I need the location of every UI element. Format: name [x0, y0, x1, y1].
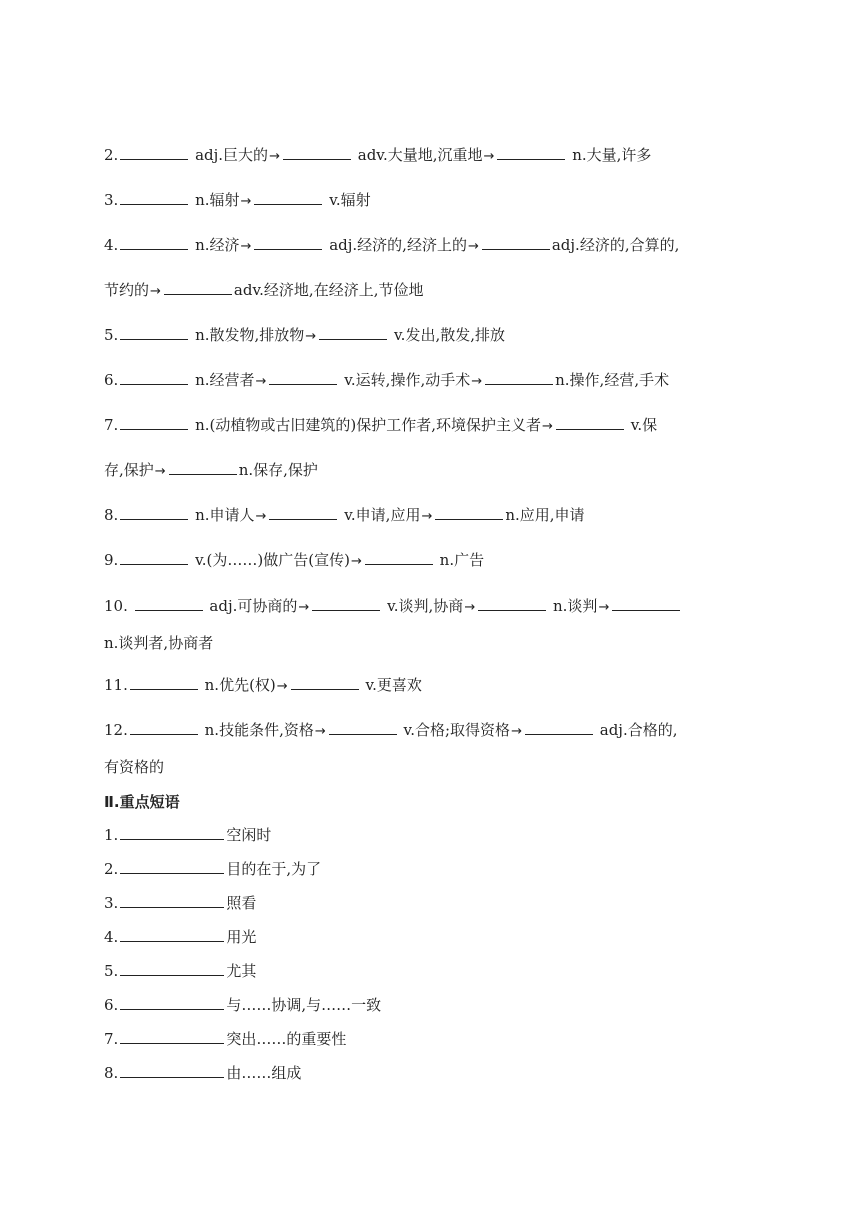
arrow-icon: → — [350, 554, 362, 569]
definition: adv.经济地,在经济上,节俭地 — [233, 281, 424, 299]
item-number: 6. — [104, 996, 119, 1014]
phrase-meaning: 尤其 — [226, 962, 257, 980]
arrow-icon: → — [255, 509, 267, 524]
answer-blank[interactable] — [169, 460, 237, 475]
definition: adj.经济的,合算的, — [551, 236, 680, 254]
arrow-icon: → — [314, 724, 326, 739]
definition: n.广告 — [439, 551, 485, 569]
item-number: 5. — [104, 962, 119, 980]
item-number: 7. — [104, 416, 119, 434]
answer-blank[interactable] — [319, 325, 387, 340]
item-number: 4. — [104, 236, 119, 254]
definition: v.保 — [630, 416, 658, 434]
vocab-line-11 — [104, 675, 764, 697]
definition: v.运转,操作,动手术 — [344, 371, 471, 389]
definition: v.(为……)做广告(宣传) — [195, 551, 350, 569]
answer-blank[interactable] — [329, 720, 397, 735]
definition: adj.经济的,经济上的 — [329, 236, 467, 254]
answer-blank[interactable] — [269, 370, 337, 385]
definition: n.谈判 — [553, 597, 598, 615]
definition: adj.可协商的 — [209, 597, 298, 615]
phrase-meaning: 空闲时 — [226, 826, 272, 844]
arrow-icon: → — [483, 149, 495, 164]
definition: n.经营者 — [195, 371, 255, 389]
vocab-line-5 — [104, 325, 764, 347]
vocab-line-10-cont — [104, 633, 764, 653]
definition: adj.巨大的 — [195, 146, 269, 164]
arrow-icon: → — [240, 194, 252, 209]
definition: 存,保护 — [104, 461, 154, 479]
definition: v.辐射 — [329, 191, 371, 209]
arrow-icon: → — [464, 600, 476, 615]
arrow-icon: → — [467, 239, 479, 254]
item-number: 7. — [104, 1030, 119, 1048]
vocab-line-9 — [104, 550, 764, 572]
answer-blank[interactable] — [120, 145, 188, 160]
answer-blank[interactable] — [435, 505, 503, 520]
arrow-icon: → — [255, 374, 267, 389]
answer-blank[interactable] — [120, 893, 224, 908]
answer-blank[interactable] — [120, 961, 224, 976]
definition: n.辐射 — [195, 191, 240, 209]
definition: 节约的 — [104, 281, 150, 299]
vocab-line-3 — [104, 190, 764, 212]
answer-blank[interactable] — [254, 190, 322, 205]
phrase-item — [104, 825, 764, 845]
answer-blank[interactable] — [291, 675, 359, 690]
definition: n.应用,申请 — [505, 506, 585, 524]
definition: n.优先(权) — [204, 676, 276, 694]
arrow-icon: → — [598, 600, 610, 615]
phrase-item — [104, 893, 764, 913]
item-number: 8. — [104, 506, 119, 524]
phrase-meaning: 目的在于,为了 — [226, 860, 322, 878]
definition: n.经济 — [195, 236, 240, 254]
answer-blank[interactable] — [120, 1063, 224, 1078]
vocab-line-4 — [104, 235, 764, 257]
definition: n.(动植物或古旧建筑的)保护工作者,环境保护主义者 — [195, 416, 541, 434]
arrow-icon: → — [298, 600, 310, 615]
item-number: 9. — [104, 551, 119, 569]
answer-blank[interactable] — [482, 235, 550, 250]
phrase-item — [104, 995, 764, 1015]
answer-blank[interactable] — [164, 280, 232, 295]
answer-blank[interactable] — [269, 505, 337, 520]
phrase-meaning: 由……组成 — [226, 1064, 302, 1082]
answer-blank[interactable] — [485, 370, 553, 385]
item-number: 11. — [104, 676, 128, 694]
vocab-line-10 — [104, 596, 764, 618]
arrow-icon: → — [276, 679, 288, 694]
definition: n.谈判者,协商者 — [104, 634, 214, 652]
vocab-line-8 — [104, 505, 764, 527]
vocab-line-7 — [104, 415, 764, 437]
item-number: 1. — [104, 826, 119, 844]
answer-blank[interactable] — [120, 370, 188, 385]
answer-blank[interactable] — [120, 825, 224, 840]
phrase-item — [104, 927, 764, 947]
arrow-icon: → — [150, 284, 161, 299]
item-number: 8. — [104, 1064, 119, 1082]
arrow-icon: → — [269, 149, 280, 164]
vocab-line-6 — [104, 370, 764, 392]
answer-blank[interactable] — [497, 145, 565, 160]
arrow-icon: → — [154, 464, 166, 479]
answer-blank[interactable] — [120, 927, 224, 942]
answer-blank[interactable] — [120, 235, 188, 250]
definition: v.合格;取得资格 — [403, 721, 511, 739]
answer-blank[interactable] — [556, 415, 624, 430]
arrow-icon: → — [471, 374, 483, 389]
answer-blank[interactable] — [254, 235, 322, 250]
answer-blank[interactable] — [478, 596, 546, 611]
answer-blank[interactable] — [120, 190, 188, 205]
vocab-line-7-cont — [104, 460, 764, 482]
answer-blank[interactable] — [312, 596, 380, 611]
answer-blank[interactable] — [120, 1029, 224, 1044]
definition: adv.大量地,沉重地 — [357, 146, 483, 164]
answer-blank[interactable] — [612, 596, 680, 611]
arrow-icon: → — [421, 509, 433, 524]
definition: 有资格的 — [104, 758, 165, 776]
phrase-item — [104, 961, 764, 981]
vocab-line-12-cont — [104, 757, 764, 777]
answer-blank[interactable] — [120, 550, 188, 565]
item-number: 5. — [104, 326, 119, 344]
answer-blank[interactable] — [120, 995, 224, 1010]
arrow-icon: → — [240, 239, 252, 254]
definition: n.申请人 — [195, 506, 255, 524]
definition: v.更喜欢 — [365, 676, 422, 694]
definition: n.操作,经营,手术 — [555, 371, 670, 389]
phrase-meaning: 与……协调,与……一致 — [226, 996, 382, 1014]
phrase-meaning: 照看 — [226, 894, 257, 912]
answer-blank[interactable] — [130, 675, 198, 690]
definition: n.大量,许多 — [572, 146, 652, 164]
answer-blank[interactable] — [120, 325, 188, 340]
definition: n.保存,保护 — [238, 461, 318, 479]
arrow-icon: → — [542, 419, 553, 434]
answer-blank[interactable] — [365, 550, 433, 565]
definition: v.申请,应用 — [344, 506, 421, 524]
phrase-meaning: 用光 — [226, 928, 257, 946]
item-number: 3. — [104, 191, 119, 209]
phrase-item — [104, 1063, 764, 1083]
answer-blank[interactable] — [130, 720, 198, 735]
arrow-icon: → — [511, 724, 522, 739]
item-number: 2. — [104, 146, 119, 164]
vocab-line-4-cont — [104, 280, 764, 302]
answer-blank[interactable] — [120, 859, 224, 874]
arrow-icon: → — [305, 329, 317, 344]
vocab-line-12 — [104, 720, 764, 742]
definition: v.谈判,协商 — [387, 597, 464, 615]
phrase-item — [104, 859, 764, 879]
answer-blank[interactable] — [120, 415, 188, 430]
item-number: 2. — [104, 860, 119, 878]
phrase-item — [104, 1029, 764, 1049]
vocab-line-2 — [104, 145, 764, 167]
answer-blank[interactable] — [525, 720, 593, 735]
item-number: 3. — [104, 894, 119, 912]
definition: v.发出,散发,排放 — [393, 326, 505, 344]
answer-blank[interactable] — [283, 145, 351, 160]
phrase-meaning: 突出……的重要性 — [226, 1030, 347, 1048]
answer-blank[interactable] — [135, 596, 203, 611]
item-number: 12. — [104, 721, 128, 739]
item-number: 10. — [104, 597, 128, 615]
item-number: 6. — [104, 371, 119, 389]
definition: adj.合格的, — [599, 721, 678, 739]
definition: n.技能条件,资格 — [204, 721, 314, 739]
answer-blank[interactable] — [120, 505, 188, 520]
section-title: Ⅱ.重点短语 — [104, 793, 180, 811]
definition: n.散发物,排放物 — [195, 326, 305, 344]
item-number: 4. — [104, 928, 119, 946]
